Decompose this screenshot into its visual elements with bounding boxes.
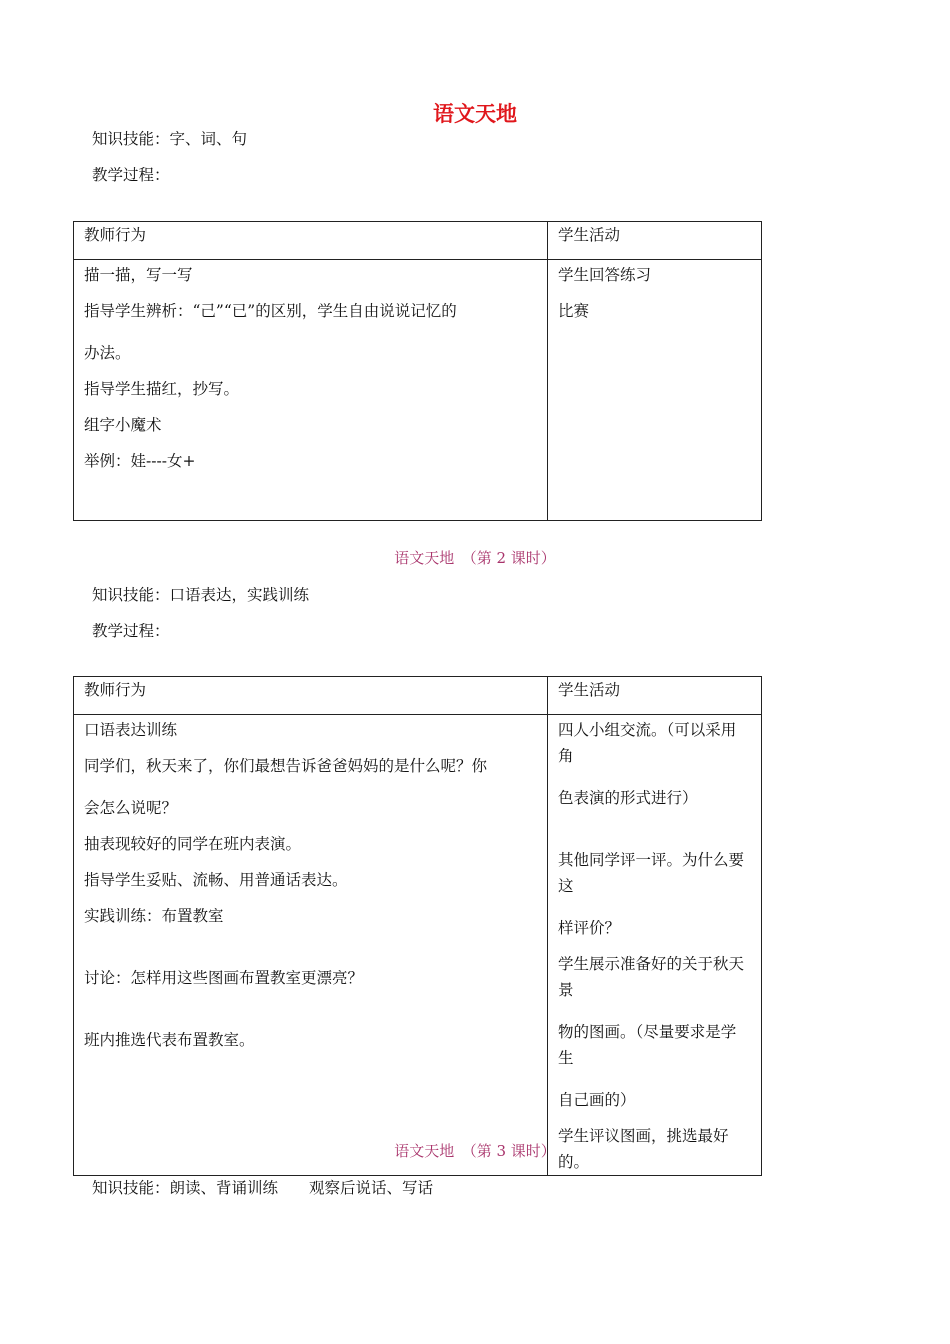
student-cell (548, 715, 762, 1176)
lesson1-title: 语文天地 (433, 101, 517, 126)
student-line: 比赛 (558, 302, 590, 320)
lesson2-title: 语文天地 （第 2 课时） (394, 549, 556, 567)
table-body-row (74, 260, 762, 521)
student-line: 色表演的形式进行） (558, 789, 698, 807)
teacher-line: 抽表现较好的同学在班内表演。 (84, 835, 302, 853)
teacher-line: 班内推选代表布置教室。 (84, 1031, 255, 1049)
table-header-row (74, 677, 762, 715)
teacher-line: 描一描，写一写 (84, 266, 193, 284)
student-header: 学生活动 (548, 222, 762, 260)
student-line: 学生展示准备好的关于秋天景 (558, 955, 745, 999)
student-line: 四人小组交流。（可以采用角 (558, 721, 737, 765)
lesson1-skills: 知识技能：字、词、句 (92, 130, 248, 148)
student-line: 学生评议图画，挑选最好的。 (558, 1127, 729, 1171)
lesson2-table (73, 676, 762, 1176)
lesson3-title: 语文天地 （第 3 课时） (394, 1142, 556, 1160)
teacher-line: 同学们，秋天来了，你们最想告诉爸爸妈妈的是什么呢？你 (84, 757, 488, 775)
student-cell (548, 260, 762, 521)
teacher-cell (74, 260, 548, 521)
table-body-row (74, 715, 762, 1176)
teacher-line: 组字小魔术 (84, 416, 162, 434)
student-line: 学生回答练习 (558, 266, 652, 284)
teacher-header: 教师行为 (74, 677, 548, 715)
teacher-line: 指导学生辨析：“己”“已”的区别，学生自由说说记忆的 (84, 302, 457, 320)
teacher-line: 办法。 (84, 344, 131, 362)
lesson1-process-label: 教学过程： (92, 166, 170, 184)
teacher-cell (74, 715, 548, 1176)
lesson2-process-label: 教学过程： (92, 622, 170, 640)
student-line: 物的图画。（尽量要求是学生 (558, 1023, 737, 1067)
lesson2-skills: 知识技能：口语表达，实践训练 (92, 586, 310, 604)
teacher-line: 口语表达训练 (84, 721, 178, 739)
teacher-line: 指导学生妥贴、流畅、用普通话表达。 (84, 871, 348, 889)
lesson3-skills: 知识技能：朗读、背诵训练 观察后说话、写话 (92, 1179, 434, 1197)
teacher-line: 实践训练：布置教室 (84, 907, 224, 925)
teacher-line: 讨论：怎样用这些图画布置教室更漂亮？ (84, 969, 364, 987)
student-line: 样评价？ (558, 919, 621, 937)
teacher-line: 会怎么说呢？ (84, 799, 178, 817)
lesson1-table (73, 221, 762, 521)
teacher-line: 指导学生描红，抄写。 (84, 380, 240, 398)
teacher-header: 教师行为 (74, 222, 548, 260)
teacher-line: 举例：娃----女+ (84, 452, 196, 470)
student-line: 其他同学评一评。为什么要这 (558, 851, 745, 895)
student-header: 学生活动 (548, 677, 762, 715)
student-line: 自己画的） (558, 1091, 636, 1109)
table-header-row (74, 222, 762, 260)
